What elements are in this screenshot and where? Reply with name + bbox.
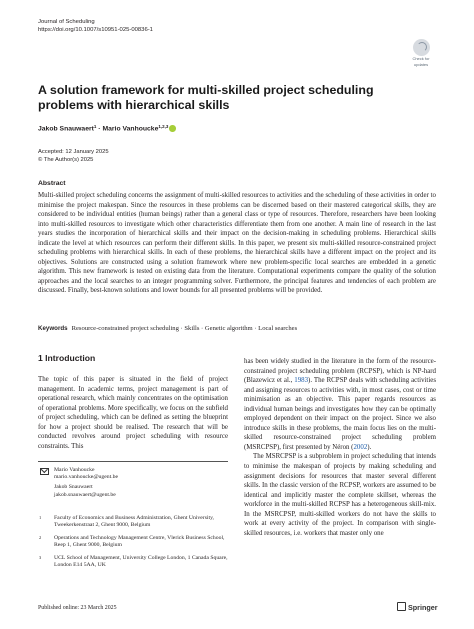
check-for-updates-badge[interactable] <box>407 39 435 67</box>
paragraph-text: ). The RCPSP deals with scheduling activities and assigning resources to activities with, in most cases, cost or time minimisation as an objective. This paper regards resources as individual human beings and investigates how they can be optimally employed dependent on their impact on the project. Since we also introduce skills in these problems, the main focus lies on the multi-skilled resource-constrained project scheduling problem (MSRCPSP), first presented by Néron ( <box>244 377 436 451</box>
author-affiliation-sup: 1 <box>93 124 97 129</box>
publisher-logo <box>397 602 438 612</box>
affiliation <box>38 515 228 529</box>
publisher-name: Springer <box>408 603 438 612</box>
coauthor-name: Jakob Snauwaert <box>54 484 93 491</box>
paragraph <box>244 357 436 452</box>
correspondence-block <box>38 467 228 499</box>
paragraph-text: ). <box>367 443 372 451</box>
envelope-icon <box>40 468 49 475</box>
affiliation-number: 3 <box>39 555 42 560</box>
author-affiliation-sup: 1,2,3 <box>158 124 169 129</box>
paragraph: The MSRCPSP is a subproblem in project scheduling that intends to minimise the makespan of projects by making scheduling and assignment decisions for resources that master several different skills. In the classic version of the RCPSP, workers are assumed to be identical and implicitly master the complete skillset, whereas the workforce in the multi-skilled RCPSP has a heterogeneous skill-mix. In the MSRCPSP, multi-skilled workers do not have the skills to work at every activity of the project. In comparison with single-skilled resources, i.e. workers that master only one <box>244 453 436 537</box>
left-column <box>38 375 228 451</box>
keywords-label: Keywords <box>38 325 68 332</box>
check-for-updates-label-1: Check for <box>412 56 430 61</box>
published-online-date: Published online: 23 March 2025 <box>38 605 117 611</box>
citation-link[interactable]: 1983 <box>294 377 309 385</box>
affiliation-number: 2 <box>39 535 42 540</box>
affiliation <box>38 535 228 549</box>
affiliation <box>38 555 228 569</box>
journal-name: Journal of Scheduling <box>38 19 95 25</box>
journal-header <box>38 19 153 34</box>
citation-link[interactable]: 2002 <box>353 443 368 451</box>
abstract-body: Multi-skilled project scheduling concerns the assignment of multi-skilled resources to activities and the scheduling of these activities in order to minimise the project makespan. Since the resources in these problems can be discerned based on their mastered categorical skills, they are considered to be individual entities (human beings) rather than a general class or type of resources. Therefore, researchers have been looking into multi-skilled resources to investigate which other characteristics differentiate them from one another. A main line of research in the last years studies the incorporation of hierarchical skills and their impact on the decision-making in scheduling problems. Hierarchical skills indicate the level at which resources can perform their different skills. In this paper, we present six multi-skilled resource-constrained project scheduling problems with hierarchical skills. In each of these problems, the hierarchical skills have a different impact on the project and its objectives. Solutions are constructed using a solution framework where new problem-specific local searches are embedded in a genetic algorithm. This new framework is tested on existing data from the literature. Computational experiments compare the quality of the solution approaches and the local searches to an integer programming solver. Furthermore, the principal features and tendencies of each problem are discussed. Finally, best-known solutions and lower bounds for all presented problems will be provided. <box>38 192 436 295</box>
section-heading-introduction: 1 Introduction <box>38 353 96 363</box>
accepted-date: Accepted: 12 January 2025 <box>38 149 109 155</box>
corresponding-author-email[interactable]: mario.vanhoucke@ugent.be <box>54 474 118 481</box>
coauthor-email[interactable]: jakob.snauwaert@ugent.be <box>54 491 116 498</box>
springer-logo-icon <box>397 602 406 611</box>
orcid-icon[interactable] <box>169 125 176 132</box>
right-column <box>244 357 436 538</box>
author-name: Mario Vanhoucke <box>102 125 159 133</box>
check-for-updates-label-2: updates <box>413 61 429 67</box>
affiliation-text: Operations and Technology Management Centre, Vlerick Business School, Reep 1, Ghent 9000, Belgium <box>54 535 225 549</box>
keywords <box>38 325 436 332</box>
author-name: Jakob Snauwaert <box>38 125 94 133</box>
copyright-line: © The Author(s) 2025 <box>38 156 94 163</box>
doi-link[interactable]: https://doi.org/10.1007/s10951-025-00836-1 <box>38 26 153 33</box>
affiliation-text: Faculty of Economics and Business Administration, Ghent University, Tweekerkenstraat 2, Ghent 9000, Belgium <box>54 515 214 529</box>
author-line <box>38 124 176 133</box>
paragraph: The topic of this paper is situated in the field of project management. In academic terms, project management is part of operational research, which mainly concentrates on the optimisation of operational problems. More specifically, we focus on the subfield of project scheduling, which can be defined as setting the blueprint for how a project should be realised. The research that will be conducted revolves around project scheduling with resource constraints. This <box>38 376 228 450</box>
paper-title: A solution framework for multi-skilled project scheduling problems with hierarchical skills <box>38 83 374 113</box>
abstract-heading: Abstract <box>38 180 66 187</box>
corresponding-author-name: Mario Vanhoucke <box>54 467 95 473</box>
affiliation-number: 1 <box>39 515 42 520</box>
author-separator: · <box>96 125 103 133</box>
article-dates <box>38 149 109 164</box>
keywords-text: Resource-constrained project scheduling · Skills · Genetic algorithm · Local searches <box>71 325 298 332</box>
footnote-divider <box>38 461 228 462</box>
check-for-updates-icon <box>413 39 430 56</box>
paragraph-text: has been widely studied in the literature in the form of the resource-constrained project scheduling problem (RCPSP), which is NP-hard (Blazewicz et al., <box>244 358 436 385</box>
affiliation-text: UCL School of Management, University College London, 1 Canada Square, London E14 5AA, UK <box>54 555 228 569</box>
